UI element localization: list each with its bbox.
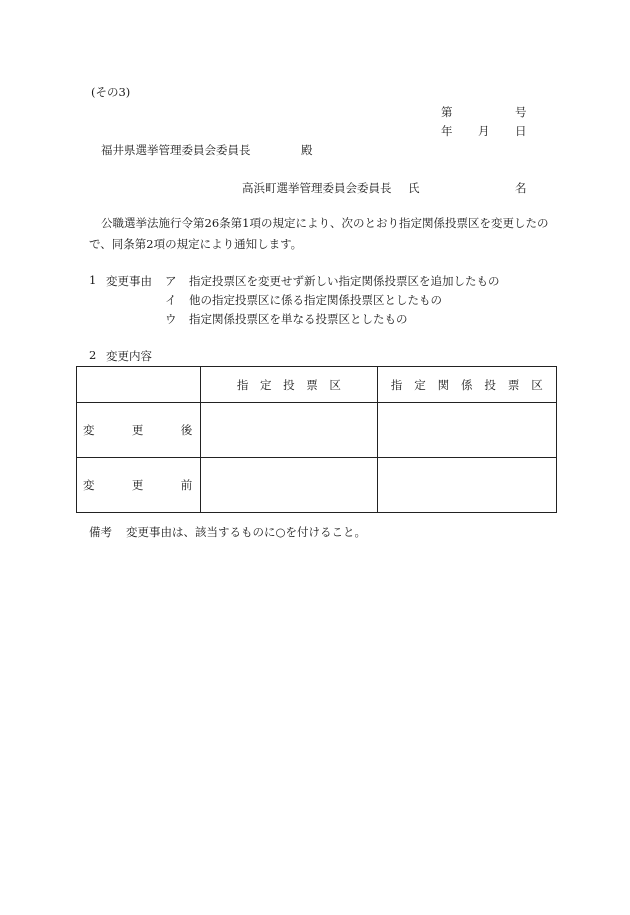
reason-mark-u: ウ xyxy=(165,312,177,326)
label-char: 定 xyxy=(414,377,426,392)
sender-mei: 名 xyxy=(515,181,527,195)
label-char: 変 xyxy=(83,423,95,437)
section1-number: 1 xyxy=(89,273,97,287)
sender-shi: 氏 xyxy=(408,181,420,195)
reason-mark-a: ア xyxy=(165,274,177,288)
table-header-row xyxy=(77,367,557,403)
addressee-name: 福井県選挙管理委員会委員長 xyxy=(101,143,251,157)
date-day: 日 xyxy=(515,124,527,138)
label-char: 更 xyxy=(131,423,144,437)
sender-title: 高浜町選挙管理委員会委員長 xyxy=(242,181,392,195)
header-related xyxy=(377,367,556,403)
header-blank xyxy=(77,367,201,403)
label-char: 係 xyxy=(461,377,473,392)
header-related-text xyxy=(391,377,543,393)
cell-before-related[interactable] xyxy=(377,458,556,513)
label-char: 変 xyxy=(83,478,95,492)
label-char: 指 xyxy=(390,377,403,392)
body-line-1: 公職選挙法施行令第26条第1項の規定により、次のとおり指定関係投票区を変更したの xyxy=(101,216,549,230)
row-label-before-cell xyxy=(77,458,201,513)
label-char: 更 xyxy=(131,478,144,492)
table-row xyxy=(77,403,557,458)
cell-after-designated[interactable] xyxy=(201,403,377,458)
addressee-honorific: 殿 xyxy=(301,143,313,157)
change-table xyxy=(76,366,557,513)
cell-after-related[interactable] xyxy=(377,403,556,458)
note-label: 備考 xyxy=(89,525,112,539)
row-label-after-cell xyxy=(77,403,201,458)
label-char: 後 xyxy=(180,423,193,437)
ref-go: 号 xyxy=(515,105,527,119)
reason-text-u: 指定関係投票区を単なる投票区としたもの xyxy=(189,312,408,326)
label-char: 前 xyxy=(180,478,193,492)
label-char: 区 xyxy=(329,377,341,392)
ref-dai: 第 xyxy=(441,105,453,119)
label-char: 投 xyxy=(283,377,295,392)
label-char: 定 xyxy=(260,377,272,392)
header-designated xyxy=(201,367,377,403)
reason-mark-i: イ xyxy=(165,293,177,307)
row-label-before xyxy=(77,477,200,493)
cell-before-designated[interactable] xyxy=(201,458,377,513)
label-char: 投 xyxy=(484,377,496,392)
body-line-2: で、同条第2項の規定により通知します。 xyxy=(89,237,303,251)
header-designated-text xyxy=(237,377,341,393)
section2-label: 変更内容 xyxy=(106,349,152,363)
note-text: 変更事由は、該当するものに○を付けること。 xyxy=(126,525,367,539)
label-char: 票 xyxy=(306,377,318,392)
label-char: 指 xyxy=(236,377,249,392)
section1-label: 変更事由 xyxy=(106,274,152,288)
date-month: 月 xyxy=(478,124,490,138)
label-char: 関 xyxy=(437,377,450,392)
table-row xyxy=(77,458,557,513)
reason-text-a: 指定投票区を変更せず新しい指定関係投票区を追加したもの xyxy=(189,274,500,288)
label-char: 票 xyxy=(507,377,520,392)
row-label-after xyxy=(77,422,200,438)
label-char: 区 xyxy=(531,377,543,392)
reason-text-i: 他の指定投票区に係る指定関係投票区としたもの xyxy=(189,293,442,307)
date-year: 年 xyxy=(441,124,453,138)
form-number: (その3) xyxy=(91,85,131,99)
section2-number: 2 xyxy=(89,348,97,362)
